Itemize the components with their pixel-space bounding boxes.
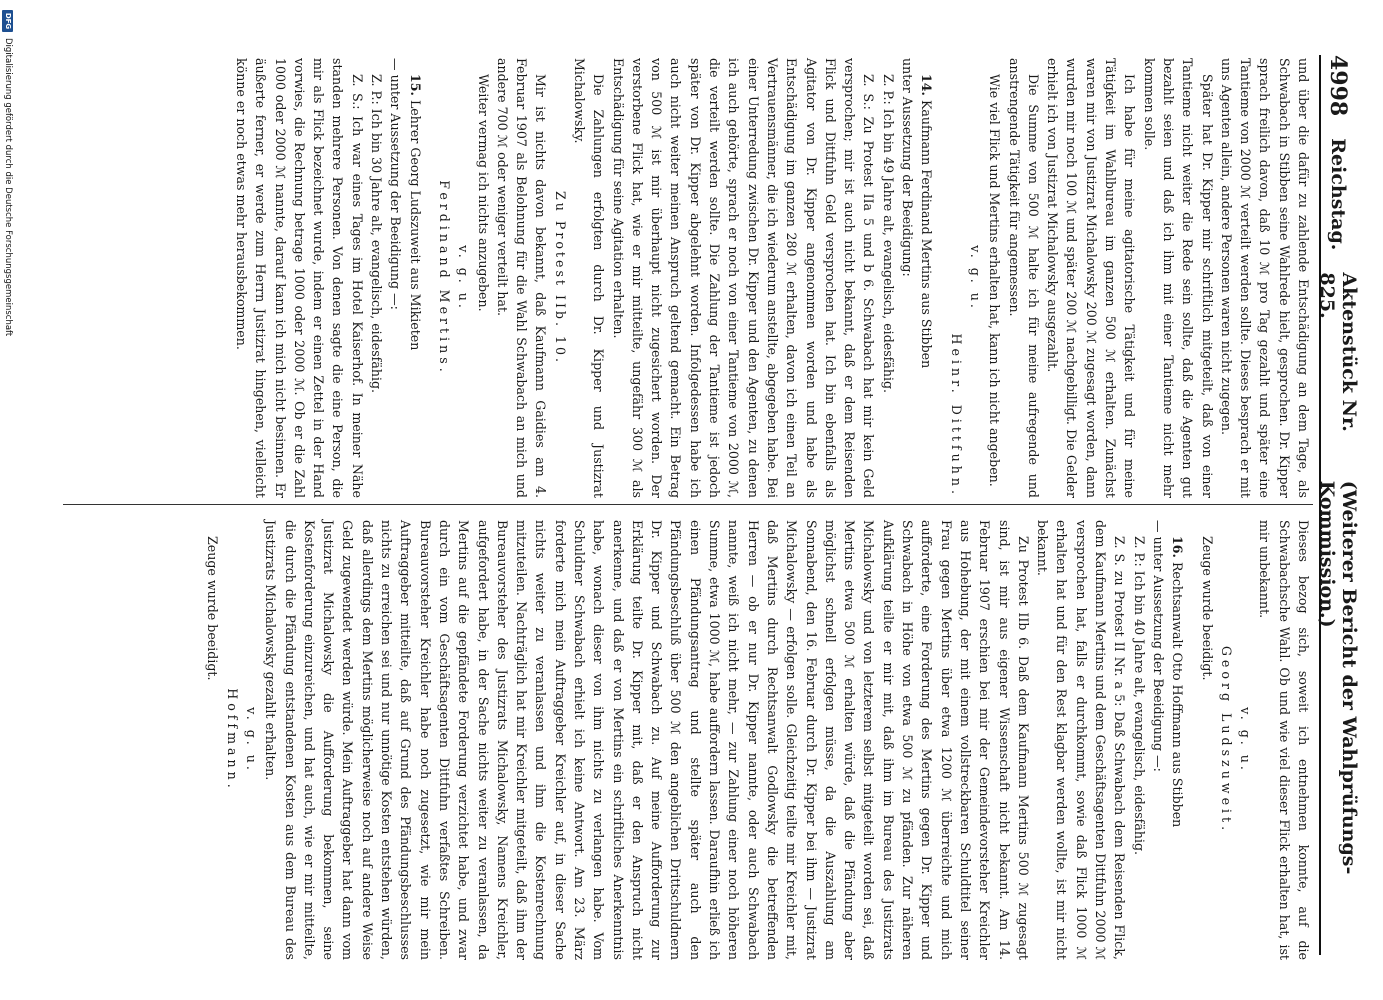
paragraph: Z. P.: Ich bin 49 Jahre alt, evangelisch, eidesfähig. xyxy=(880,74,896,394)
paragraph: Dieses bezog sich, soweit ich entnehmen konnte, auf die Schwabachsche Wahl. Ob und wie viel dieser Flick erhalten hat, ist mir unbekannt. xyxy=(1257,520,1311,960)
right-column xyxy=(53,520,1313,960)
paragraph: Weiter vermag ich nichts anzugeben. xyxy=(475,74,491,312)
signature-vgu: v. g. u. xyxy=(243,707,259,773)
witness-number: 14. xyxy=(919,74,935,96)
witness-number: 16. xyxy=(1170,536,1186,558)
signature-vgu: v. g. u. xyxy=(456,245,472,311)
protest-reference: Zu Protest IIb. 10. xyxy=(552,190,568,366)
paragraph: Die Zahlungen erfolgten durch Dr. Kipper und Justizrat Michalowsky. xyxy=(572,58,607,498)
paragraph: Wie viel Flick und Mertins erhalten hat, kann ich nicht angeben. xyxy=(987,74,1003,487)
witness-title: Kaufmann Ferdinand Mertins aus Stibben xyxy=(919,99,935,369)
spacer xyxy=(425,58,435,498)
witness-title: Rechtsanwalt Otto Hoffmann aus Stibben xyxy=(1170,561,1186,828)
paragraph: Z. S. zu Protest II Nr. a 5: Daß Schwabach dem Reisenden Flick, dem Kaufmann Mertins und dem Geschäftsagenten Dittfuhn 2000 ℳ versprochen hat, falls er durchkommt, sowie daß Flick 1000 ℳ erhalten hat und für den Rest klagbar werden wollte, ist mir nicht bekannt. xyxy=(1035,520,1128,960)
header-aktenstueck: Aktenstück Nr. 825. xyxy=(1316,272,1360,432)
spacer xyxy=(1187,520,1197,960)
paragraph: Mir ist nichts davon bekannt, daß Kaufmann Gaidies am 4. Februar 1907 als Belohnung für die Wahl Schwabach an mich und andere 700 ℳ oder weniger verteilt hat. xyxy=(494,58,549,498)
header-subtitle: (Weiterer Bericht der Wahlprüfungs-Kommission.) xyxy=(1316,480,1360,875)
paragraph: Ich habe für meine agitatorische Tätigkeit und für meine Tätigkeit im Wahlbureau im ganzen 500 ℳ erhalten. Zunächst waren mir von Justizrat Michalowsky 200 ℳ zugesagt worden, dann wurden mir noch 100 ℳ und später 200 ℳ nachgebilligt. Die Gelder erhielt ich von Justizrat Michalowsky ausgezahlt. xyxy=(1045,58,1138,498)
signature-name: Hoffmann. xyxy=(224,688,240,792)
paragraph: Z. P.: Ich bin 40 Jahre alt, evangelisch, eidesfähig. xyxy=(1131,536,1147,856)
witness-number: 15. xyxy=(407,74,423,96)
sworn-note: Zeuge wurde beeidigt. xyxy=(205,536,221,681)
paragraph: und über die dafür zu zahlende Entschädigung an dem Tage, als Schwabach in Stibben seine Wahlrede hielt, gesprochen. Dr. Kipper sprach freilich davon, daß 10 ℳ pro Tag gezahlt und später eine Tantieme von 2000 ℳ verteilt werden sollte. Dieses besprach er mit uns Agenten allein, andere Personen waren nicht zugegen. xyxy=(1218,58,1311,498)
witness-heading xyxy=(405,58,424,498)
header-reichstag: Reichstag. xyxy=(1327,138,1349,251)
witness-heading xyxy=(917,58,936,498)
sworn-note: Zeuge wurde beeidigt. xyxy=(1199,536,1215,681)
paragraph: Später hat Dr. Kipper mir schriftlich mitgeteilt, daß von einer Tantieme nicht weiter die Rede sein sollte, daß die Agenten gut bezahlt seien und daß ich ihm mit einer Tantieme nicht mehr kommen solle. xyxy=(1141,58,1215,498)
signature-name: Ferdinand Mertins. xyxy=(436,180,452,376)
dfg-logo-icon: DFG xyxy=(3,10,14,32)
spacer xyxy=(936,58,946,498)
witness-intro: — unter Aussetzung der Beeidigung —: xyxy=(1150,520,1166,772)
witness-intro: — unter Aussetzung der Beeidigung —: xyxy=(388,58,404,310)
paragraph: Z. S.: Ich war eines Tages im Hotel Kaiserhof. In meiner Nähe standen mehrere Personen. Von denen sagte die eine Person, die mir als Flick bezeichnet wurde, indem er einen Zettel in der Hand vorwies, die Rechnung betrage 1000 oder 2000 ℳ. Ob er die Zahl 1000 oder 2000 ℳ nannte, darauf kann ich mich nicht besinnen. Er äußerte ferner, er werde zum Herrn Justizrat hingehen, vielleicht könne er noch etwas mehr herausbekommen. xyxy=(233,58,365,498)
paragraph: Z. S.: Zu Protest IIa 5 und b 6. Schwabach hat mir kein Geld versprochen; mir ist auch nicht bekannt, daß er dem Reisenden Flick und Dittfuhn Geld versprochen hat. Ich bin ebenfalls als Agitator von Dr. Kipper angenommen worden und habe als Entschädigung im ganzen 280 ℳ erhalten, davon ich einen Teil an Vertrauensmänner, die ich wiederum anstellte, abgegeben habe. Bei einer Unterredung zwischen Dr. Kipper und den Agenten, zu denen ich auch gehörte, sprach er noch von einer Tantieme von 2000 ℳ, die verteilt werden sollte. Die Zahlung der Tantieme ist jedoch später von Dr. Kipper abgelehnt worden. Infolgedessen habe ich auch nicht weiter meinen Anspruch geltend gemacht. Ein Betrag von 500 ℳ ist mir überhaupt nicht zugesichert worden. Der verstorbene Flick hat, wie er mir mitteilte, ungefähr 300 ℳ als Entschädigung für seine Agitation erhalten. xyxy=(610,58,877,498)
column-divider xyxy=(63,504,1313,505)
paragraph: Zu Protest IIb 6. Daß dem Kaufmann Mertins 500 ℳ zugesagt sind, ist mir aus eigener Wissenschaft nicht bekannt. Am 14. Februar 1907 erschien bei mir der Gemeindevorsteher Kreichler aus Hohebung, der mit einem vollstreckbaren Schuldtitel seiner Frau gegen Mertins über etwa 1200 ℳ überreichte und mich aufforderte, eine Forderung des Mertins gegen Dr. Kipper und Schwabach in Höhe von etwa 500 ℳ zu pfänden. Zur näheren Aufklärung teilte er mir mit, daß ihm im Bureau des Justizrats Michalowsky und von letzterem selbst mitgeteilt worden sei, daß Mertins etwa 500 ℳ erhalten würde, daß die Pfändung aber möglichst schnell erfolgen müsse, da die Auszahlung am Sonnabend, den 16. Februar durch Dr. Kipper bei ihm — Justizrat Michalowsky — erfolgen solle. Gleichzeitig teilte mir Kreichler mit, daß Mertins durch Rechtsanwalt Godlowsky die betreffenden Herren — ob er nur Dr. Kipper nannte, oder auch Schwabach nannte, weiß ich nicht mehr, — zur Zahlung einer noch höheren Summe, etwa 1000 ℳ, habe auffordern lassen. Daraufhin erließ ich einen Pfändungsantrag und stellte später auch den Pfändungsbeschluß über 500 ℳ den angeblichen Drittschuldnern Dr. Kipper und Schwabach zu. Auf meine Aufforderung zur Erklärung teilte Dr. Kipper mit, daß er den Anspruch nicht anerkenne, und daß er von Mertins ein schriftliches Anerkenntnis habe, wonach dieser von ihm nichts zu verlangen habe. Vom Schuldner Schwabach erhielt ich keine Antwort. Am 23. März forderte mich mein Auftraggeber Kreichler auf, in dieser Sache nichts weiter zu veranlassen und ihm die Kostenrechnung mitzuteilen. Nachträglich hat mir Kreichler mitgeteilt, daß ihm der Bureauvorsteher des Justizrats Michalowsky, Namens Kreichler, aufgefordert habe, in der Sache nichts weiter zu veranlassen, da Mertins auf die gepfändete Forderung verzichtet habe, und zwar durch ein vom Geschäftsagenten Dittfuhn verfaßtes Schreiben. Bureauvorsteher Kreichler habe noch zugesetzt, wie mir mein Auftraggeber mitteilte, daß auf Grund des Pfändungsbeschlusses nichts zu erreichen sei und nur unnötige Kosten entstehen würden, daß allerdings dem Mertins möglicherweise noch auf andere Weise Geld zugewendet werden würde. Mein Auftraggeber hat dann vom Justizrat Michalowsky die Aufforderung bekommen, seine Kostenforderung einzureichen, und hat auch, wie er mir mitteilte, die durch die Pfändung entstandenen Kosten aus dem Bureau des Justizrats Michalowsky gezahlt erhalten. xyxy=(263,520,1031,960)
paragraph: Die Summe von 500 ℳ halte ich für meine aufregende und anstrengende Tätigkeit für angemessen. xyxy=(1006,58,1041,498)
paragraph: Z. P.: Ich bin 30 Jahre alt, evangelisch, eidesfähig. xyxy=(369,74,385,394)
signature-name: Georg Ludszuweit. xyxy=(1218,645,1234,835)
digitization-note: Digitalisierung gefördert durch die Deutsche Forschungsgemeinschaft xyxy=(3,38,13,337)
digitization-footer xyxy=(2,10,14,990)
page-header xyxy=(1316,55,1360,955)
witness-heading xyxy=(1168,520,1187,960)
page-number: 4998 xyxy=(1325,55,1351,117)
witness-title: Lehrer Georg Ludszuweit aus Mikieten xyxy=(407,99,423,351)
left-column xyxy=(53,58,1313,498)
signature-vgu: v. g. u. xyxy=(967,245,983,311)
signature-vgu: v. g. u. xyxy=(1238,707,1254,773)
signature-name: Heinr. Dittfuhn. xyxy=(948,333,964,498)
witness-intro: unter Aussetzung der Beeidigung: xyxy=(900,58,916,277)
